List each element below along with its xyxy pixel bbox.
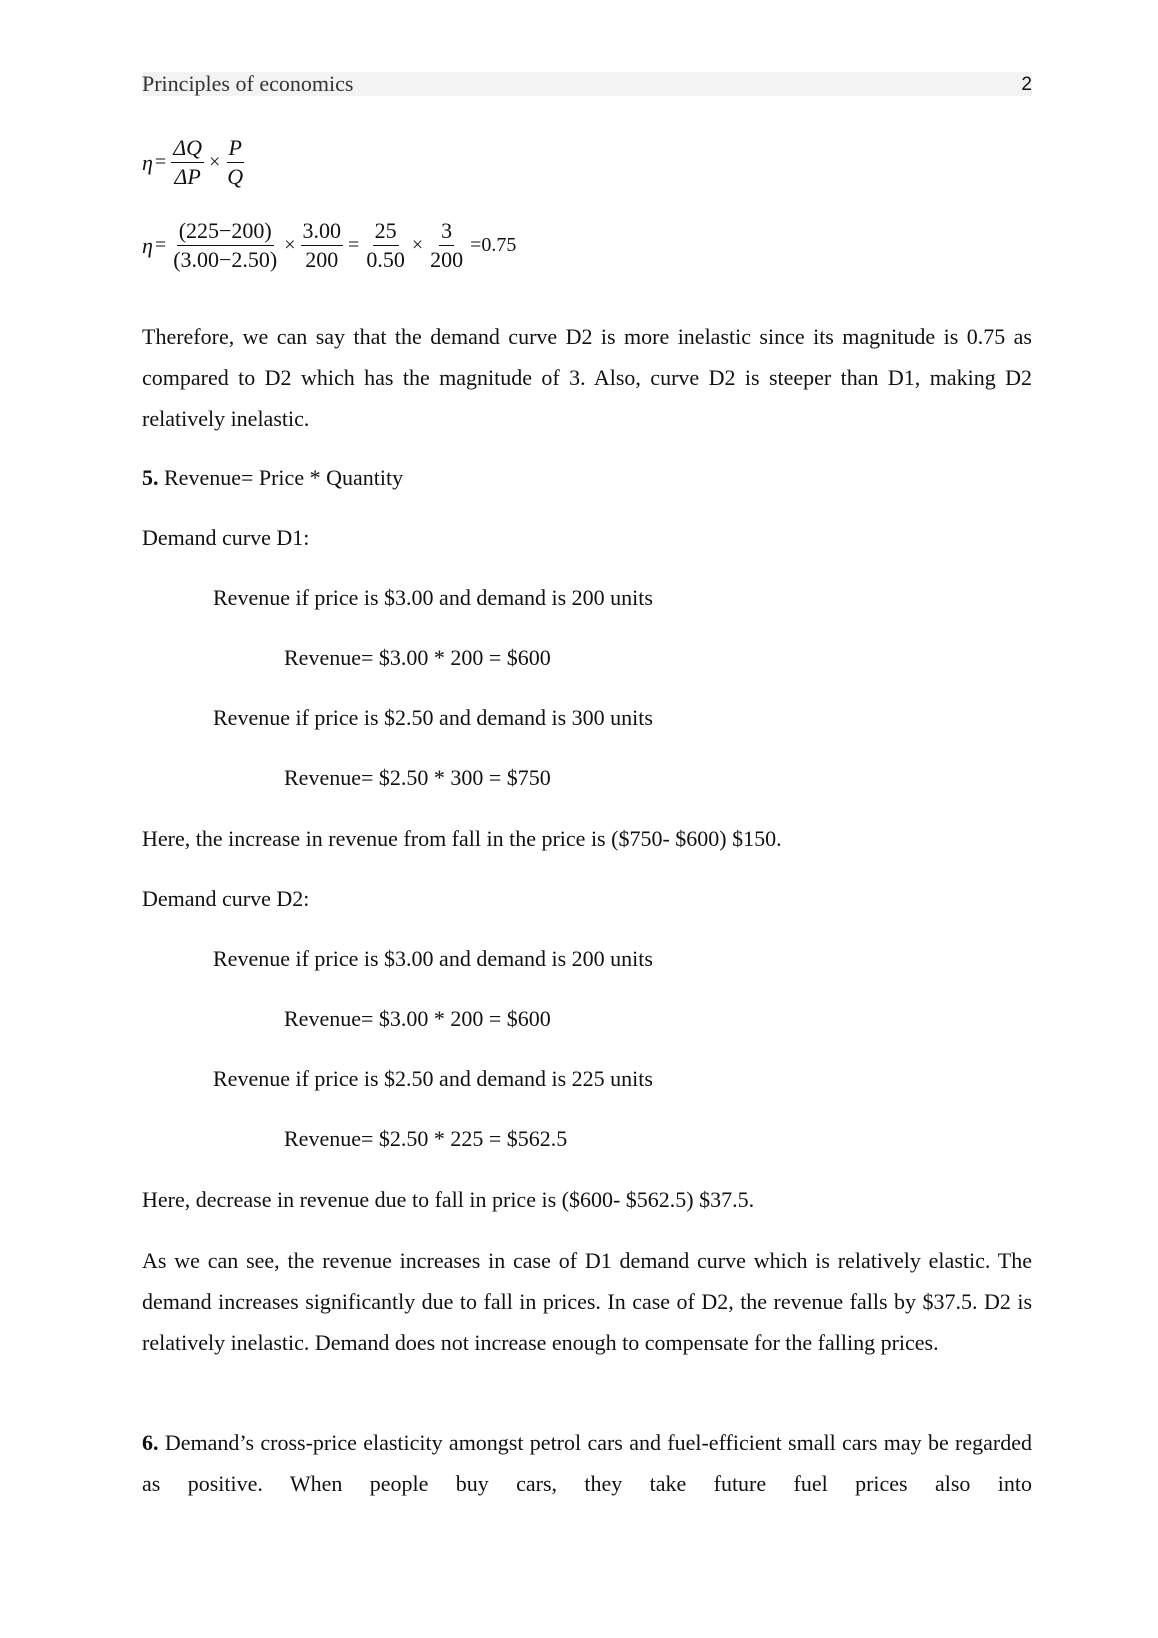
fraction-delta [171,135,204,190]
fraction-numerator: 25 [373,218,399,246]
page-number: 2 [1021,74,1032,95]
d2-case-1: Revenue if price is $3.00 and demand is 200 units [213,946,653,971]
page-header [142,72,1032,96]
formula-eta: η [142,149,153,175]
question-text: Revenue= Price * Quantity [158,465,404,490]
fraction-numerator: P [227,135,244,163]
d1-case-1: Revenue if price is $3.00 and demand is 200 units [213,585,653,610]
heading-demand-curve-d1: Demand curve D1: [142,525,310,550]
d2-summary: Here, decrease in revenue due to fall in price is ($600- $562.5) $37.5. [142,1187,755,1212]
formula-times: × [284,234,296,256]
question-number: 5. [142,465,159,490]
fraction-denominator: ΔP [174,164,201,189]
formula-equals: = [348,234,360,256]
formula-eta: η [142,232,153,258]
d2-case-2: Revenue if price is $2.50 and demand is 225 units [213,1066,653,1091]
question-number: 6. [142,1430,159,1455]
fraction-denominator: 0.50 [366,247,405,272]
fraction-denominator: Q [227,164,244,189]
fraction-numerator: ΔQ [171,135,204,163]
d2-calc-2: Revenue= $2.50 * 225 = $562.5 [284,1126,568,1151]
fraction-denominator: 200 [430,247,464,272]
question-6 [142,1422,1032,1504]
running-head-title: Principles of economics [142,71,354,96]
heading-demand-curve-d2: Demand curve D2: [142,886,310,911]
formula-equals: = [154,151,167,173]
fraction-change [171,218,279,273]
question-text: Demand’s cross-price elasticity amongst petrol cars and fuel-efficient small cars may be regarded as positive. When people buy cars, they take future fuel prices also into [142,1430,1032,1496]
fraction-pq [225,135,245,190]
fraction-denominator: (3.00−2.50) [173,247,278,272]
d1-summary: Here, the increase in revenue from fall in the price is ($750- $600) $150. [142,826,782,851]
d1-calc-2: Revenue= $2.50 * 300 = $750 [284,765,551,790]
fraction-denominator: 200 [305,247,339,272]
paragraph-conclusion: Therefore, we can say that the demand curve D2 is more inelastic since its magnitude is 0.75 as compared to D2 which has the magnitude of 3. Also, curve D2 is steeper than D1, making D2 relatively inelastic. [142,324,1032,431]
elasticity-formula [142,135,248,190]
fraction-simplified-ratio [428,218,465,273]
formula-equals: = [154,234,167,256]
fraction-simplified [364,218,407,273]
fraction-numerator: 3.00 [301,218,344,246]
paragraph-comparison: As we can see, the revenue increases in case of D1 demand curve which is relatively elastic. The demand increases significantly due to fall in prices. In case of D2, the revenue falls by $37.5. D2 is relatively inelastic. Demand does not increase enough to compensate for the falling prices. [142,1248,1032,1355]
d1-calc-1: Revenue= $3.00 * 200 = $600 [284,645,551,670]
d1-case-2: Revenue if price is $2.50 and demand is 300 units [213,705,653,730]
question-5 [142,465,1032,491]
elasticity-calculation [142,218,518,273]
fraction-numerator: (225−200) [177,218,274,246]
formula-result: =0.75 [470,234,517,256]
formula-times: × [209,151,221,173]
d2-calc-1: Revenue= $3.00 * 200 = $600 [284,1006,551,1031]
fraction-ratio [301,218,344,273]
formula-times: × [411,234,424,256]
fraction-numerator: 3 [439,218,454,246]
